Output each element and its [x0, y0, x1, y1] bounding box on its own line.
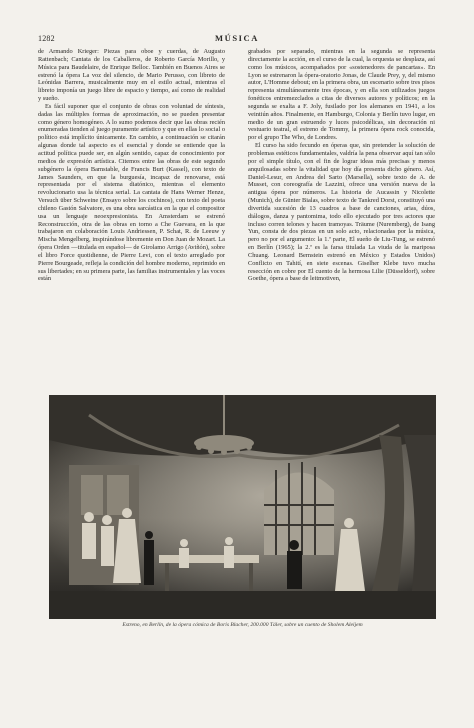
paragraph: grabados por separado, mientras en la segunda se representa directamente la acción, en el curso de la cual, la orquesta se desplaza, así como los músicos, acompañados por «sostenedores de pancartas». En Lyon se estrenaron la ópera-oratorio Jonas, de Claude Prey, y, del mismo autor, L'Homme debout; en la primera obra, un escenario sobre tres pisos representa simultáneamente tres épocas, y en ella son utilizados juegos fonéticos entremezclados a citas de diversos autores y políticos; en la segunda se exalta a F. Joly, fusilado por los alemanes en 1941, a los veintiún años. Finalmente, en Hamburgo, Colonia y Berlín tuvo lugar, en medio de un gran estruendo y luces psicodélicas, sin decoración ni vestuario teatral, el estreno de Tommy, la primera ópera rock conocida, por el grupo The Who, de Londres.	[248, 48, 435, 142]
page-number: 1282	[38, 34, 55, 43]
paragraph: El curso ha sido fecundo en óperas que, sin pretender la solución de problemas estéticos fundamentales, valdría la pena observar aquí tan sólo por el simple título, con el fin de lograr ideas más precisas y menos anquilosadas sobre la vitalidad que hoy día presenta dicho género. Así, Daniel-Lesur, en Andrea del Sarto (Marsella), sobre texto de A. de Musset, con coreografía de Lazzini, ofrece una versión nueva de la antigua ópera por números. La historia de Aucassin y Nicolette (Munich), de Günter Bialas, sobre texto de Tankred Dorst, constituyó una divertida sucesión de 13 cuadros a base de canciones, arias, dúos, diálogos, danza y pantomima, todo ello ejecutado por tres actores que incluso corren telones y hacen tramoyas. Träume (Nuremberg), de Isang Yun, consta de dos piezas en un solo acto, relacionadas por la música, pero no por el argumento: la 1.ª parte, El sueño de Liu-Tung, se estrenó en Berlín (1965); la 2.ª es la farsa titulada La viuda de la mariposa Chuang. Leonard Bernstein estrenó en México y Estados Unidos) Conflicto en Tahití, en siete escenas. Giselher Klebe tuvo mucha resección en cobre por El cuento de la hermosa Lilie (Düsseldorf), sobre Goethe, ópera a base de leitmotiven,	[248, 142, 435, 283]
paragraph: Es fácil suponer que el conjunto de obras con voluntad de síntesis, dadas las múltiples formas de aproximación, no se pueden presentar como género homogéneo. A lo sumo podemos decir que las obras recién enumeradas tienden al juego puramente artístico y que en ellas lo social o político está implícito únicamente. En cambio, a continuación se citarán algunas donde tal aspecto es el esencial y donde se entiende que la actitud política puede ser, en algún sentido, capaz de conocimiento por medios de expresión artística. Citemos entre las obras de este segundo subgénero la ópera Barnstable, de Francis Burt (Kassel), con texto de James Saunders, en que la burguesía, incapaz de renovarse, está representada por el sistema diatónico, mientras el elemento revolucionario usa la técnica serial. La cantata de Hans Werner Henze, Versuch über Schweine (Ensayo sobre los cochinos), con texto del poeta chileno Gastón Salvatore, es una obra sarcástica en la que el compositor usa un lenguaje neoexpresionista. En Amsterdam se estrenó Reconstrucción, otra de las obras en torno a Che Guevara, en la que trabajaron en colaboración Louis Andriessen, P. Schat, R. de Leeuw y Mischa Mengelberg, inspirándose libremente en Don Juan de Mozart. La ópera Orden —titulada en español— de Girolamo Arrigo (Aviñón), sobre el libro Force quotidienne, de Pierre Levi, con el texto arreglado por Pierre Bourgeade, refleja la condición del hombre moderno, reprimido en sus libertades; en su primera parte, las familias instrumentales y las voces están	[38, 102, 225, 283]
running-title: MÚSICA	[214, 33, 260, 43]
paragraph: de Armando Krieger: Piezas para oboe y cuerdas, de Augusto Rattenbach; Cantata de los Caballeros, de Roberto García Morillo, y Música para Baudelaire, de Enrique Belloc. También en Buenos Aires se estrenó la ópera La voz del silencio, de Mario Perusso, con libreto de Leónidas Barrera, musicalmente muy en el estilo actual, mientras el libreto imponía un juego libre de espacio y tiempo, así como de realidad y sueño.	[38, 48, 225, 103]
stage-scene-image	[49, 395, 436, 619]
text-column-left	[38, 48, 225, 283]
stage-photograph	[49, 395, 436, 619]
figure-caption: Estreno, en Berlín, de la ópera cómica de Boris Blacher, 200.000 Táler, sobre un cuento de Sholem Aleijem	[122, 622, 363, 628]
text-column-right	[248, 48, 435, 283]
